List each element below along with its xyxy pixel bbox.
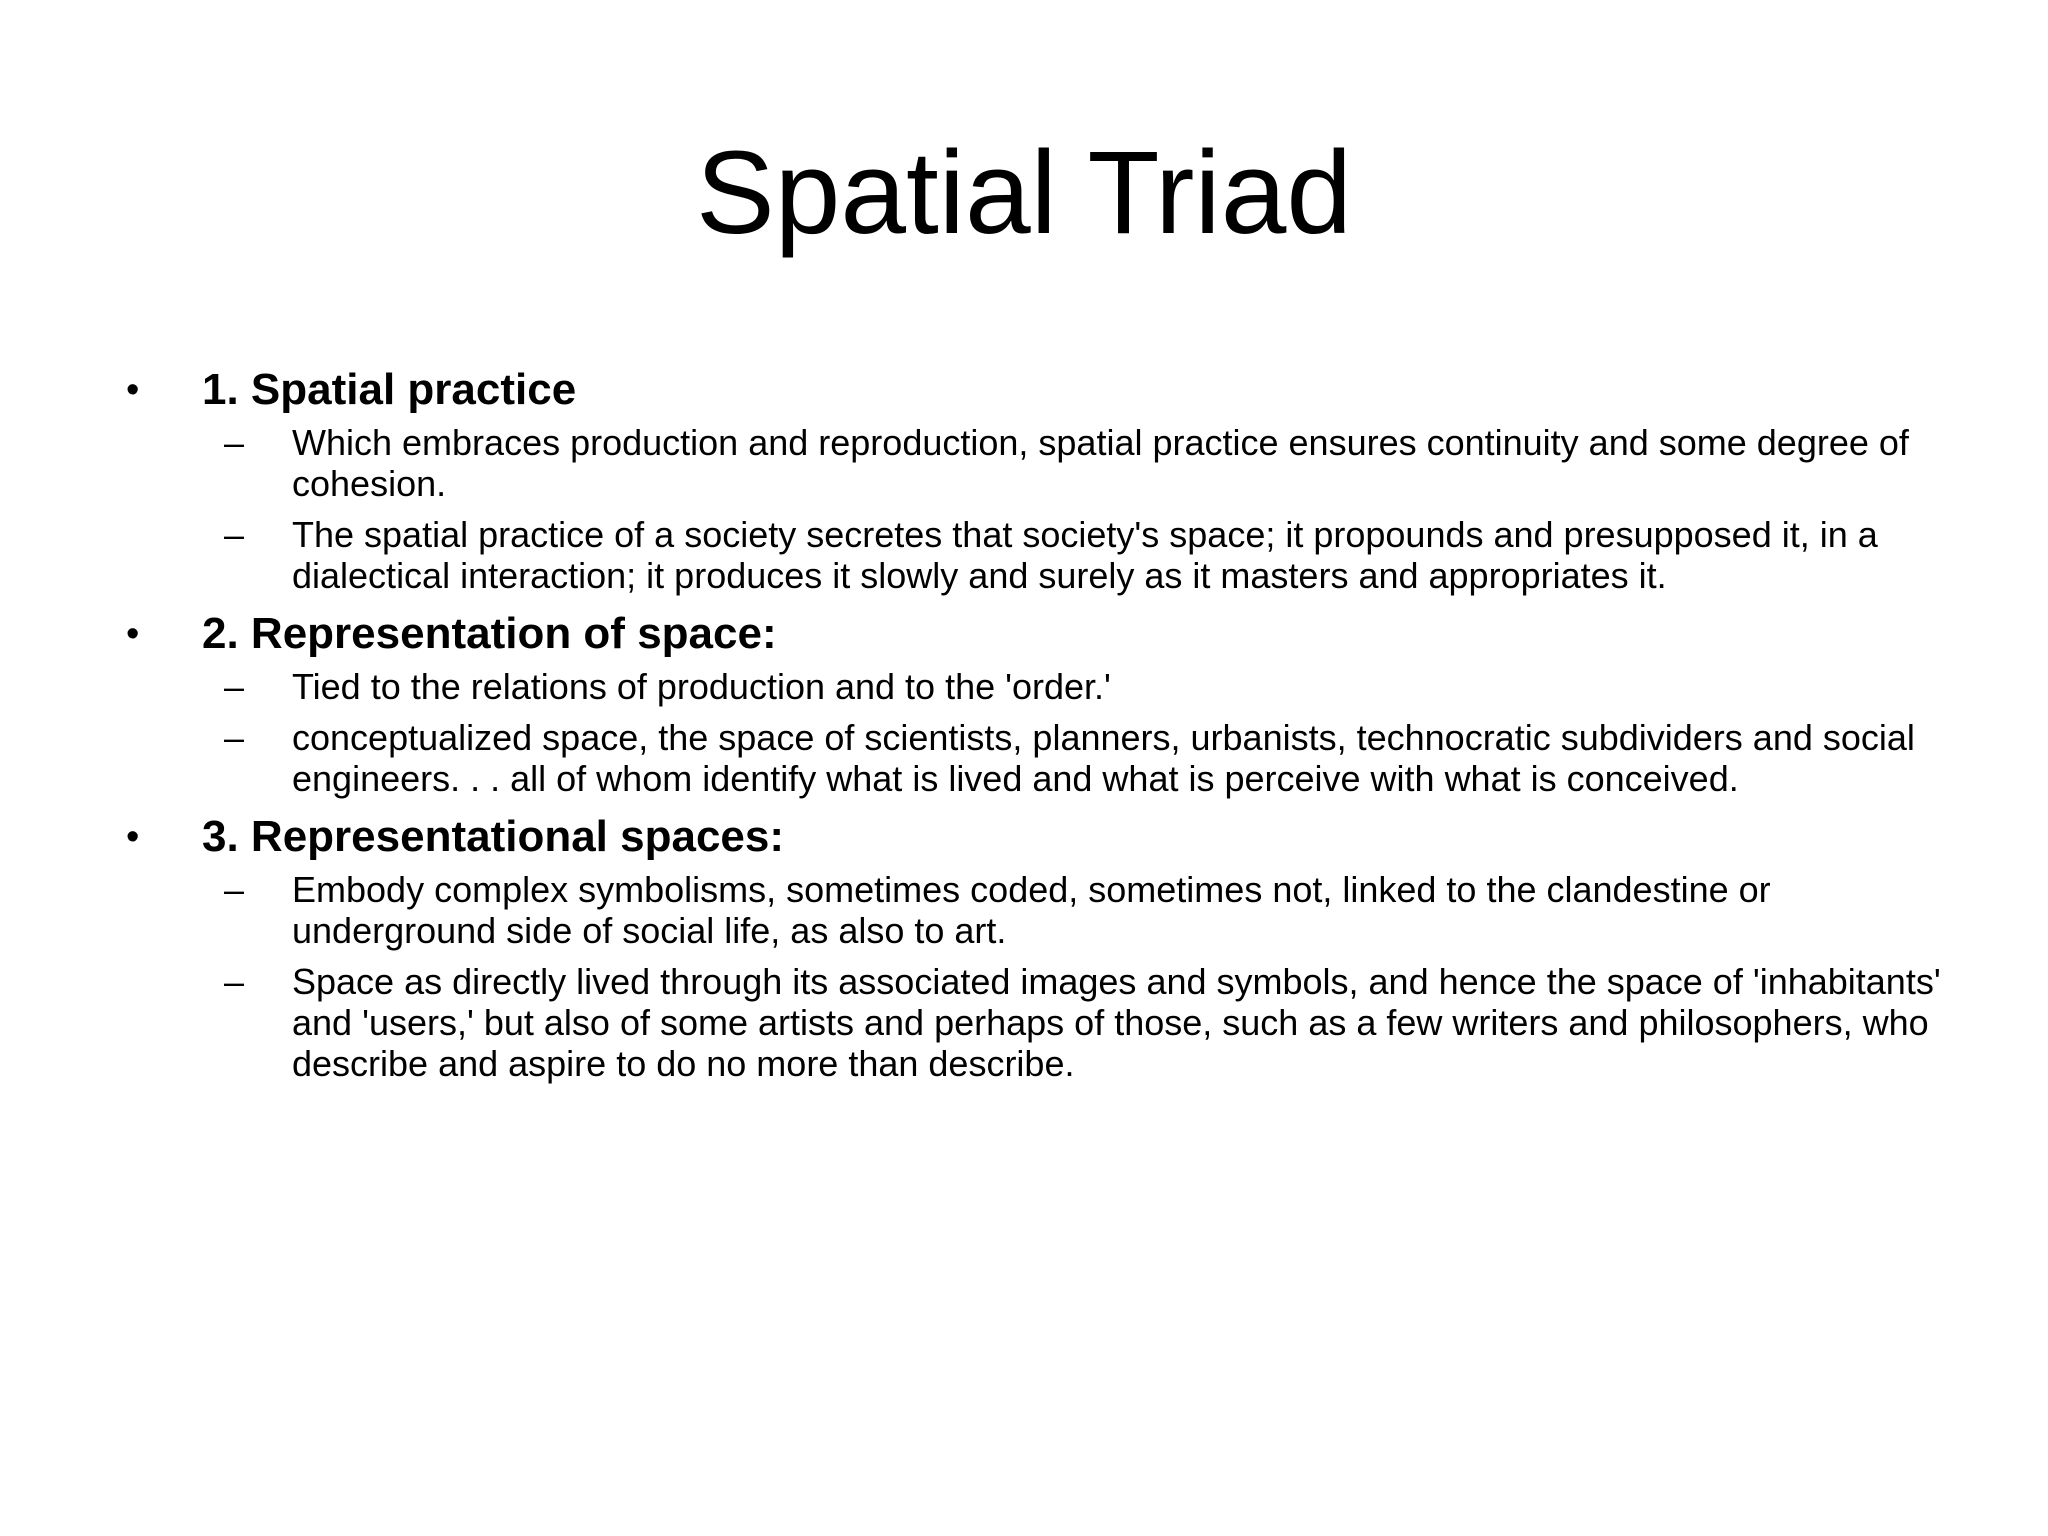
sub-item — [202, 869, 1950, 951]
sub-item-text: The spatial practice of a society secretes that society's space; it propounds and presupposed it, in a dialectical interaction; it produces it slowly and surely as it masters and appropriates it. — [292, 514, 1878, 596]
bullet-icon: • — [126, 613, 140, 655]
sub-item-text: Embody complex symbolisms, sometimes coded, sometimes not, linked to the clandestine or underground side of social life, as also to art. — [292, 869, 1771, 951]
bullet-list — [118, 362, 1950, 1094]
sub-list — [202, 869, 1950, 1084]
dash-icon: – — [224, 717, 245, 758]
dash-icon: – — [224, 666, 245, 707]
sub-item — [202, 666, 1950, 707]
sub-item-text: Tied to the relations of production and to the 'order.' — [292, 666, 1111, 707]
bullet-heading: 1. Spatial practice — [202, 365, 577, 414]
sub-list — [202, 666, 1950, 799]
bullet-heading: 2. Representation of space: — [202, 609, 777, 658]
dash-icon: – — [224, 961, 245, 1002]
dash-icon: – — [224, 869, 245, 910]
sub-item-text: Space as directly lived through its associated images and symbols, and hence the space of 'inhabitants' and 'users,' but also of some artists and perhaps of those, such as a few writers and philosophers, who describe and aspire to do no more than describe. — [292, 961, 1941, 1084]
bullet-item — [118, 362, 1950, 596]
sub-item — [202, 422, 1950, 504]
bullet-item — [118, 606, 1950, 799]
sub-item — [202, 961, 1950, 1084]
sub-item-text: Which embraces production and reproduction, spatial practice ensures continuity and some degree of cohesion. — [292, 422, 1909, 504]
bullet-item — [118, 809, 1950, 1084]
bullet-heading: 3. Representational spaces: — [202, 812, 785, 861]
sub-item — [202, 717, 1950, 799]
slide-title: Spatial Triad — [696, 127, 1352, 259]
sub-item-text: conceptualized space, the space of scientists, planners, urbanists, technocratic subdividers and social engineers. . . all of whom identify what is lived and what is perceive with what is conceived. — [292, 717, 1915, 799]
bullet-icon: • — [126, 816, 140, 858]
dash-icon: – — [224, 514, 245, 555]
sub-list — [202, 422, 1950, 596]
dash-icon: – — [224, 422, 245, 463]
bullet-icon: • — [126, 369, 140, 411]
sub-item — [202, 514, 1950, 596]
